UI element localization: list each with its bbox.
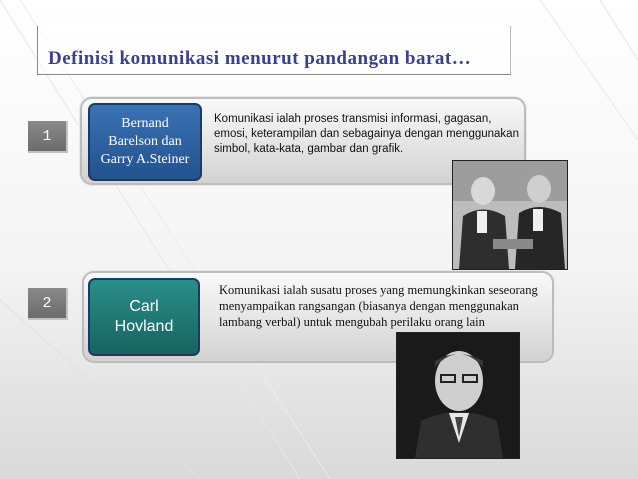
definition-text-1: Komunikasi ialah proses transmisi informasi, gagasan, emosi, keterampilan dan sebagainya dengan menggunakan simbol, kata-kata, gambar dan grafik. (214, 113, 519, 155)
author-name-line: Carl (129, 298, 159, 315)
author-box-2 (88, 278, 200, 356)
number-label: 2 (42, 294, 52, 312)
number-label: 1 (42, 127, 52, 145)
man-portrait-photo (396, 332, 520, 459)
author-name-line: Barelson dan (108, 134, 182, 149)
slide-title: Definisi komunikasi menurut pandangan barat… (48, 48, 472, 69)
two-men-seated-photo (452, 160, 568, 270)
number-badge-1 (28, 121, 68, 153)
definition-text-2: Komunikasi ialah susatu proses yang memungkinkan seseorang menyampaikan rangsangan (biasanya dengan menggunakan lambang verbal) untuk mengubah perilaku orang lain (219, 283, 538, 329)
author-name-line: Garry A.Steiner (100, 152, 190, 167)
number-badge-2 (28, 288, 68, 320)
author-name-line: Hovland (114, 318, 174, 335)
author-name-line: Bernand (121, 116, 169, 131)
author-box-1 (88, 103, 202, 181)
